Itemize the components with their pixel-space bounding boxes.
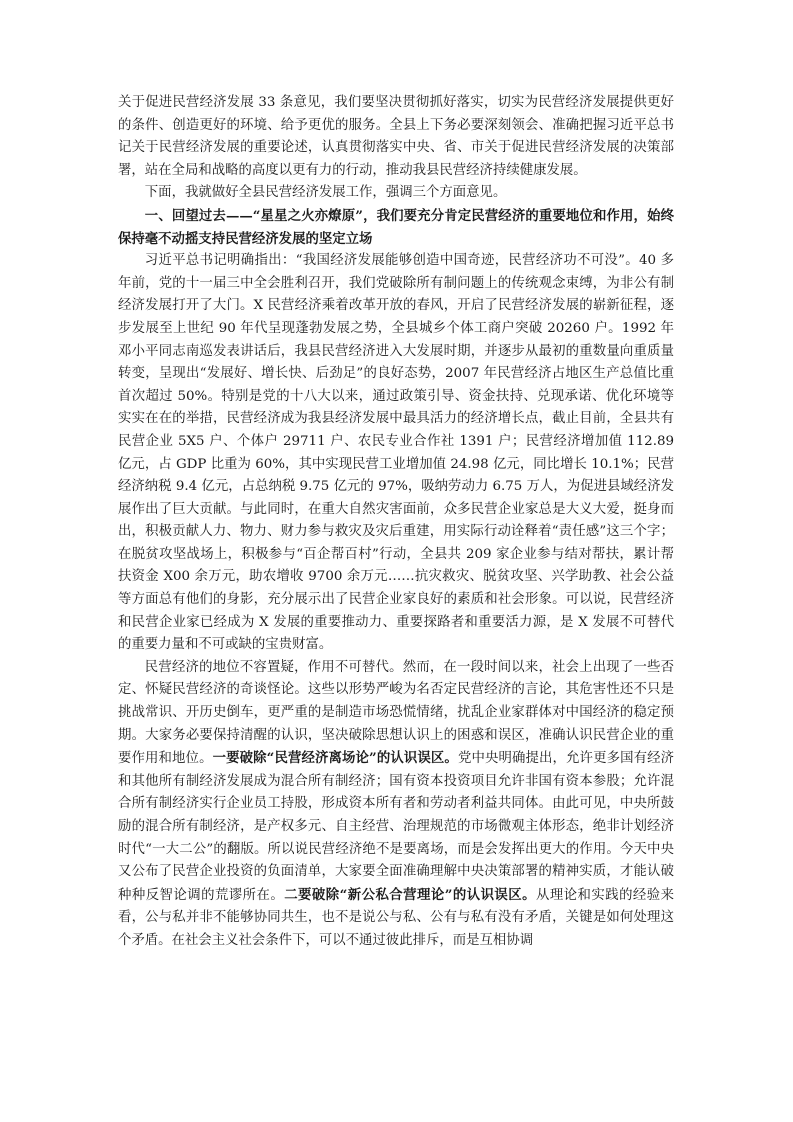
paragraph-intro-continued: 关于促进民营经济发展 33 条意见，我们要坚决贯彻抓好落实，切实为民营经济发展提供更好的条件、创造更好的环境、给予更优的服务。全县上下务必要深刻领会、准确把握习近平总书记关于民营经济发展的重要论述，认真贯彻落实中央、省、市关于促进民营经济发展的决策部署，站在全局和战略的高度以更有力的行动，推动我县民营经济持续健康发展。 (118, 95, 674, 178)
misconception-point-2: 二要破除“新公私合营理论”的认识误区。 (284, 886, 536, 903)
paragraph-transition: 下面，我就做好全县民营经济发展工作，强调三个方面意见。 (144, 185, 507, 201)
paragraph-history: 习近平总书记明确指出：“我国经济发展能够创造中国奇迹，民营经济功不可没”。40 多年前，党的十一届三中全会胜利召开，我们党破除所有制问题上的传统观念束缚，为非公有制经济发展打开了大门。X 民营经济乘着改革开放的春风，开启了民营经济发展的崭新征程，逐步发展至上世纪 90 年代呈现蓬勃发展之势，全县城乡个体工商户突破 20260 户。1992 年邓小平同志南巡发表讲话后，我县民营经济进入大发展时期，并逐步从最初的重数量向重质量转变，呈现出“发展好、增长快、后劲足”的良好态势，2007 年民营经济占地区生产总值比重首次超过 50%。特别是党的十八大以来，通过政策引导、资金扶持、兑现承诺、优化环境等实实在在的举措，民营经济成为我县经济发展中最具活力的经济增长点，截止目前，全县共有民营企业 5X5 户、个体户 29711 户、农民专业合作社 1391 户；民营经济增加值 112.89 亿元，占 GDP 比重为 60%，其中实现民营工业增加值 24.98 亿元，同比增长 10.1%；民营经济纳税 9.4 亿元，占总纳税 9.75 亿元的 97%，吸纳劳动力 6.75 万人，为促进县域经济发展作出了巨大贡献。与此同时，在重大自然灾害面前，众多民营企业家总是大义大爱，挺身而出，积极贡献人力、物力、财力参与救灾及灾后重建，用实际行动诠释着“责任感”这三个字；在脱贫攻坚战场上，积极参与“百企帮百村”行动，全县共 209 家企业参与结对帮扶，累计帮扶资金 X00 余万元，助农增收 9700 余万元……抗灾救灾、脱贫攻坚、兴学助教、社会公益等方面总有他们的身影，充分展示出了民营企业家良好的素质和社会形象。可以说，民营经济和民营企业家已经成为 X 发展的重要推动力、重要探路者和重要活力源，是 X 发展不可替代的重要力量和不可或缺的宝贵财富。 (118, 253, 674, 653)
misconceptions-text-e: 从理论和实践的经验来看，公与私并非不能够协同共生，也不是说公与私、公有与私有没有矛盾，关键是如何处理这个矛盾。在社会主义社会条件下，可以不通过彼此排斥，而是互相协调 (118, 887, 675, 948)
document-page (118, 92, 674, 953)
misconceptions-text-c: 党中央明确提出，允许更多国有经济和其他所有制经济发展成为混合所有制经济；国有资本投资项目允许非国有资本参股；允许混合所有制经济实行企业员工持股，形成资本所有者和劳动者利益共同体。由此可见，中央所鼓励的混合所有制经济，是产权多元、自主经营、治理规范的市场微观主体形态，绝非计划经济时代“一大二公”的翻版。所以说民营经济绝不是要离场，而是会发挥出更大的作用。今天中央又公布了民营企业投资的负面清单，大家要全面准确理解中央决策部署的精神实质，才能认破种种反智论调的荒谬所在。 (118, 751, 675, 903)
misconception-point-1: 一要破除“民营经济离场论”的认识误区。 (212, 750, 458, 767)
misconceptions-text-a: 民营经济的地位不容置疑，作用不可替代。然而，在一段时间以来，社会上出现了一些否定、怀疑民营经济的奇谈怪论。这些以形势严峻为名否定民营经济的言论，其危害性还不只是挑战常识、开历史倒车，更严重的是制造市场恐慌情绪，扰乱企业家群体对中国经济的稳定预期。大家务必要保持清醒的认识，坚决破除思想认识上的困惑和误区，准确认识民营企业的重要作用和地位。 (118, 659, 674, 767)
section-heading-1: 一、回望过去——“星星之火亦燎原”，我们要充分肯定民营经济的重要地位和作用，始终保持毫不动摇支持民营经济发展的坚定立场 (118, 207, 674, 247)
paragraph-misconceptions (118, 657, 674, 953)
